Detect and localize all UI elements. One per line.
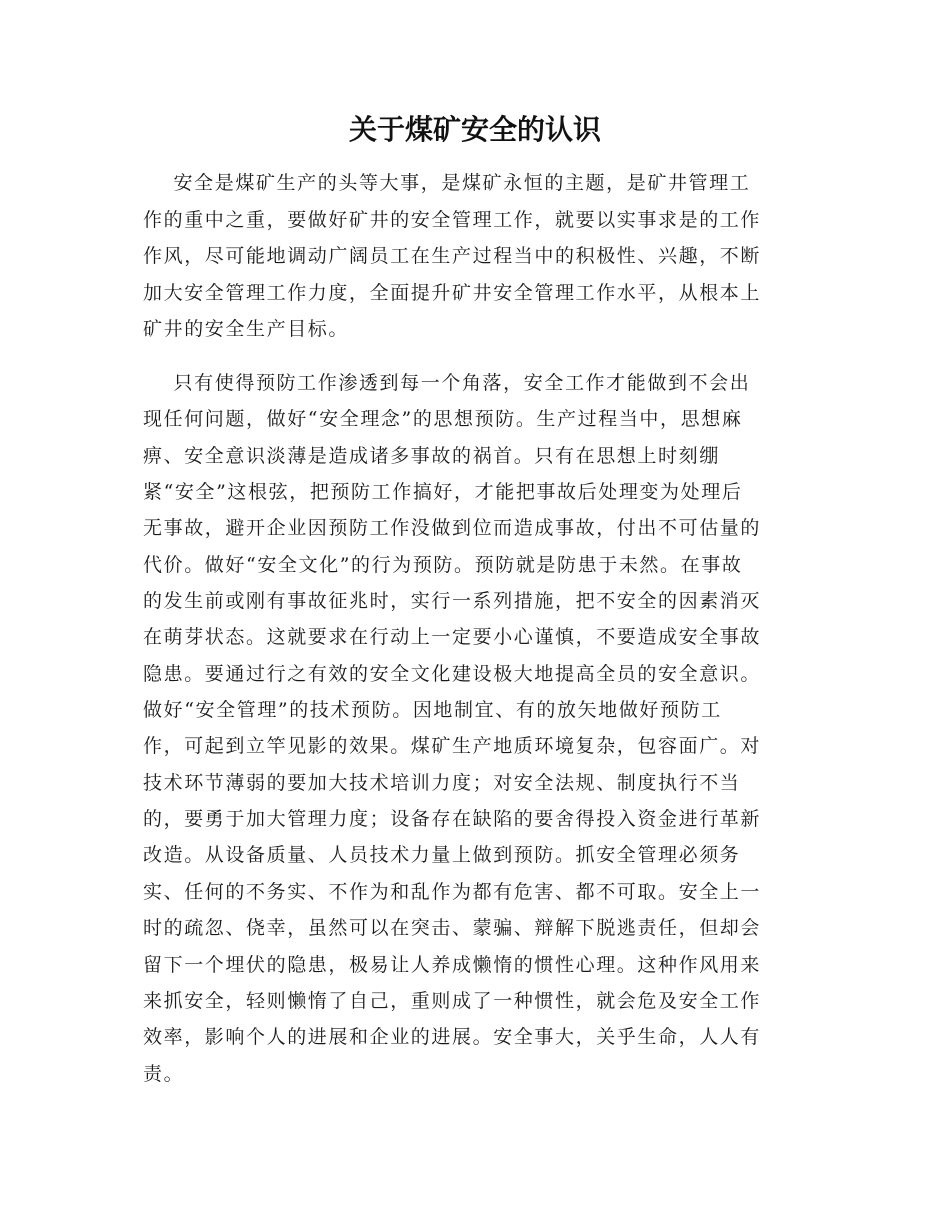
paragraph-line: 只有使得预防工作渗透到每一个角落，安全工作才能做到不会出 bbox=[143, 372, 751, 394]
paragraph-2 bbox=[143, 365, 808, 1092]
paragraph-line: 代价。做好“安全文化”的行为预防。预防就是防患于未然。在事故 bbox=[143, 553, 743, 576]
paragraph-line: 的，要勇于加大管理力度；设备存在缺陷的要舍得投入资金进行革新 bbox=[143, 808, 762, 831]
paragraph-line: 来抓安全，轻则懒惰了自己，重则成了一种惯性，就会危及安全工作 bbox=[143, 989, 762, 1012]
paragraph-line: 做好“安全管理”的技术预防。因地制宜、有的放矢地做好预防工 bbox=[143, 699, 722, 722]
paragraph-line: 痹、安全意识淡薄是造成诸多事故的祸首。只有在思想上时刻绷 bbox=[143, 444, 720, 467]
paragraph-line: 留下一个埋伏的隐患，极易让人养成懒惰的惯性心理。这种作风用来 bbox=[143, 953, 762, 976]
paragraph-line: 的发生前或刚有事故征兆时，实行一系列措施，把不安全的因素消灭 bbox=[143, 590, 762, 613]
paragraph-line: 责。 bbox=[143, 1062, 185, 1085]
paragraph-line: 作风，尽可能地调动广阔员工在生产过程当中的积极性、兴趣，不断 bbox=[143, 245, 762, 267]
paragraph-line: 在萌芽状态。这就要求在行动上一定要小心谨慎，不要造成安全事故 bbox=[143, 626, 762, 649]
paragraph-line: 加大安全管理工作力度，全面提升矿井安全管理工作水平，从根本上 bbox=[143, 281, 762, 304]
paragraph-line: 时的疏忽、侥幸，虽然可以在突击、蒙骗、辩解下脱逃责任，但却会 bbox=[143, 917, 762, 940]
paragraph-line: 效率，影响个人的进展和企业的进展。安全事大，关乎生命，人人有 bbox=[143, 1026, 762, 1049]
paragraph-line: 安全是煤矿生产的头等大事，是煤矿永恒的主题，是矿井管理工 bbox=[143, 172, 751, 194]
paragraph-line: 实、任何的不务实、不作为和乱作为都有危害、都不可取。安全上一 bbox=[143, 880, 762, 903]
paragraph-line: 现任何问题，做好“安全理念”的思想预防。生产过程当中，思想麻 bbox=[143, 408, 743, 431]
paragraph-line: 改造。从设备质量、人员技术力量上做到预防。抓安全管理必须务 bbox=[143, 844, 741, 867]
paragraph-1 bbox=[143, 165, 808, 348]
paragraph-line: 技术环节薄弱的要加大技术培训力度；对安全法规、制度执行不当 bbox=[143, 771, 741, 794]
paragraph-line: 矿井的安全生产目标。 bbox=[143, 318, 350, 340]
paragraph-line: 作的重中之重，要做好矿井的安全管理工作，就要以实事求是的工作 bbox=[143, 208, 762, 231]
paragraph-line: 紧“安全”这根弦，把预防工作搞好，才能把事故后处理变为处理后 bbox=[143, 481, 743, 504]
page-title: 关于煤矿安全的认识 bbox=[348, 113, 601, 146]
paragraph-line: 作，可起到立竿见影的效果。煤矿生产地质环境复杂，包容面广。对 bbox=[143, 735, 762, 758]
paragraph-line: 隐患。要通过行之有效的安全文化建设极大地提高全员的安全意识。 bbox=[143, 662, 762, 685]
paragraph-line: 无事故，避开企业因预防工作没做到位而造成事故，付出不可估量的 bbox=[143, 517, 762, 540]
